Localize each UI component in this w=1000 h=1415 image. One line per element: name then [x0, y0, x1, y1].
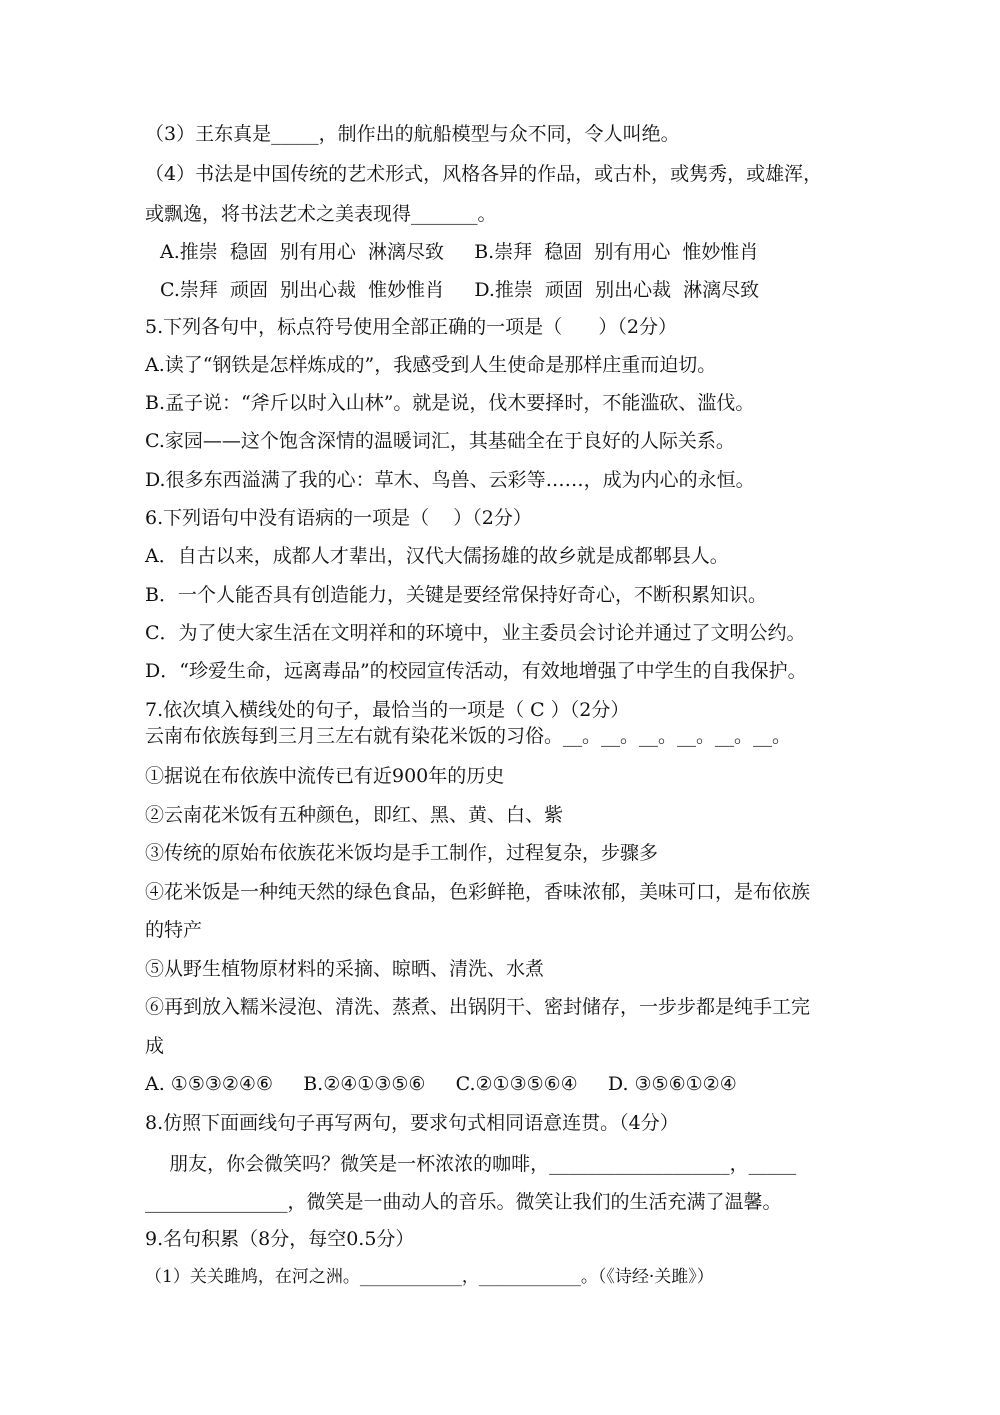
q6-option-a: A．自古以来，成都人才辈出，汉代大儒扬雄的故乡就是成都郫县人。: [145, 545, 729, 567]
q8-line2: _______________，微笑是一曲动人的音乐。微笑让我们的生活充满了温馨。: [145, 1191, 782, 1213]
q5-option-c: C.家园——这个饱含深情的温暖词汇，其基础全在于良好的人际关系。: [145, 430, 735, 452]
q6-stem: 6.下列语句中没有语病的一项是（ ）（2分）: [145, 507, 532, 529]
q7-options: A. ①⑤③②④⑥ B.②④①③⑤⑥ C.②①③⑤⑥④ D. ③⑤⑥①②④: [145, 1073, 737, 1095]
q7-sentence-2: ②云南花米饭有五种颜色，即红、黑、黄、白、紫: [145, 804, 564, 826]
q5-option-b: B.孟子说：“斧斤以时入山林”。就是说，伐木要择时，不能滥砍、滥伐。: [145, 392, 755, 414]
q5-option-a: A.读了“钢铁是怎样炼成的”，我感受到人生使命是那样庄重而迫切。: [145, 354, 717, 376]
q5-stem: 5.下列各句中，标点符号使用全部正确的一项是（ ）（2分）: [145, 316, 677, 338]
q4-options-row2: C.崇拜 顽固 别出心裁 惟妙惟肖 D.推崇 顽固 别出心裁 淋漓尽致: [160, 279, 760, 301]
q4-sub3: （3）王东真是_____，制作出的航船模型与众不同，令人叫绝。: [145, 123, 680, 145]
q8-line1: 朋友，你会微笑吗？微笑是一杯浓浓的咖啡，___________________，_____: [145, 1153, 797, 1175]
q6-option-c: C．为了使大家生活在文明祥和的环境中，业主委员会讨论并通过了文明公约。: [145, 622, 806, 644]
q7-sentence-6-line2: 成: [145, 1035, 165, 1057]
q7-sentence-5: ⑤从野生植物原材料的采摘、晾晒、清洗、水煮: [145, 958, 545, 980]
q7-sentence-4-line1: ④花米饭是一种纯天然的绿色食品，色彩鲜艳，香味浓郁，美味可口，是布依族: [145, 881, 811, 903]
q6-option-b: B．一个人能否具有创造能力，关键是要经常保持好奇心，不断积累知识。: [145, 584, 767, 606]
q7-stem: 7.依次填入横线处的句子，最恰当的一项是（ C ）（2分）: [145, 699, 630, 721]
q4-sub4-line1: （4）书法是中国传统的艺术形式，风格各异的作品，或古朴，或隽秀，或雄浑，: [145, 163, 823, 185]
q4-sub4-line2: 或飘逸，将书法艺术之美表现得_______。: [145, 203, 497, 225]
q6-option-d: D．“珍爱生命，远离毒品”的校园宣传活动，有效地增强了中学生的自我保护。: [145, 660, 807, 682]
q5-option-d: D.很多东西溢满了我的心：草木、鸟兽、云彩等……，成为内心的永恒。: [145, 469, 755, 491]
q7-sentence-4-line2: 的特产: [145, 919, 203, 941]
q9-stem: 9.名句积累（8分，每空0.5分）: [145, 1228, 415, 1250]
q7-sentence-6-line1: ⑥再到放入糯米浸泡、清洗、蒸煮、出锅阴干、密封储存，一步步都是纯手工完: [145, 996, 811, 1018]
q7-intro: 云南布依族每到三月三左右就有染花米饭的习俗。__。__。__。__。__。__。: [145, 725, 792, 747]
q7-sentence-3: ③传统的原始布依族花米饭均是手工制作，过程复杂，步骤多: [145, 842, 659, 864]
q7-sentence-1: ①据说在布依族中流传已有近900年的历史: [145, 765, 505, 787]
q8-stem: 8.仿照下面画线句子再写两句，要求句式相同语意连贯。（4分）: [145, 1112, 679, 1134]
q4-options-row1: A.推崇 稳固 别有用心 淋漓尽致 B.崇拜 稳固 别有用心 惟妙惟肖: [160, 241, 759, 263]
q9-item-1: （1）关关雎鸠，在河之洲。____________，____________。（《诗经·关雎》）: [145, 1267, 714, 1287]
